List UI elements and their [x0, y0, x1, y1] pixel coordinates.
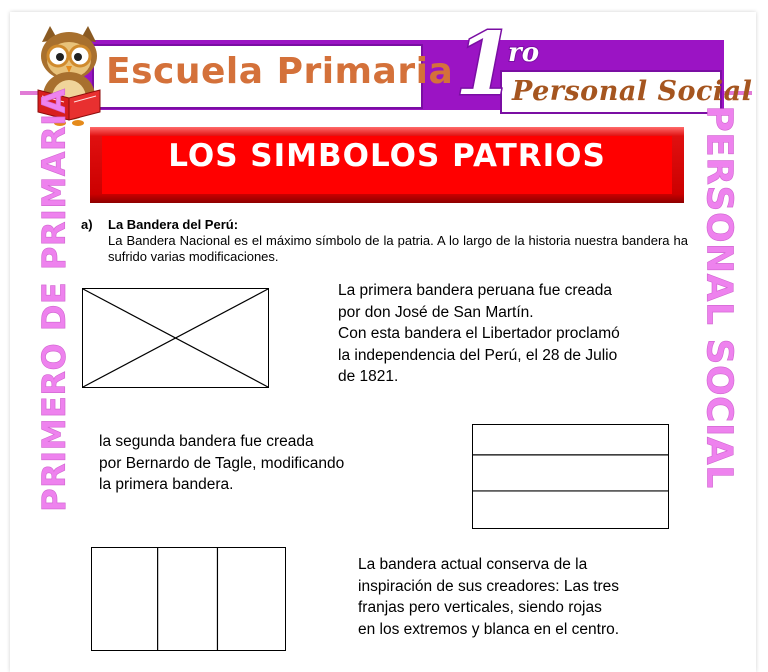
section-marker: a): [81, 217, 93, 232]
page-title: LOS SIMBOLOS PATRIOS: [168, 138, 606, 174]
side-label-subject: PERSONAL SOCIAL: [698, 105, 740, 489]
grade-number: 1: [455, 14, 515, 115]
second-flag-drawing: [472, 424, 669, 529]
first-flag-drawing: [82, 288, 269, 388]
section-heading: La Bandera del Perú:: [108, 217, 239, 232]
text-line: inspiración de sus creadores: Las tres: [358, 577, 620, 595]
school-name: Escuela Primaria: [106, 51, 454, 92]
text-line: La primera bandera peruana fue creada: [338, 282, 613, 299]
text-line: la primera bandera.: [99, 476, 234, 493]
text-line: por Bernardo de Tagle, modificando: [99, 454, 345, 472]
side-label-grade: PRIMERO DE PRIMARIA: [35, 88, 73, 512]
text-line: franjas pero verticales, siendo rojas: [358, 599, 602, 616]
current-flag-text: [358, 554, 619, 640]
text-line: por don José de San Martín.: [338, 303, 534, 321]
current-flag-drawing: [91, 547, 286, 651]
text-line: Con esta bandera el Libertador proclamó: [338, 325, 620, 342]
section-paragraph: La Bandera Nacional es el máximo símbolo de la patria. A lo largo de la historia nuestra bandera ha sufrido varias modificaciones.: [108, 233, 688, 264]
text-line: en los extremos y blanca en el centro.: [358, 620, 620, 638]
text-line: La bandera actual conserva de la: [358, 556, 588, 573]
text-line: la independencia del Perú, el 28 de Julio: [338, 346, 618, 364]
first-flag-text: [338, 280, 620, 388]
grade-suffix: ro: [508, 38, 540, 68]
second-flag-text: [99, 431, 344, 496]
text-line: la segunda bandera fue creada: [99, 433, 314, 450]
text-line: de 1821.: [338, 368, 399, 385]
subject-name: Personal Social: [512, 76, 753, 107]
